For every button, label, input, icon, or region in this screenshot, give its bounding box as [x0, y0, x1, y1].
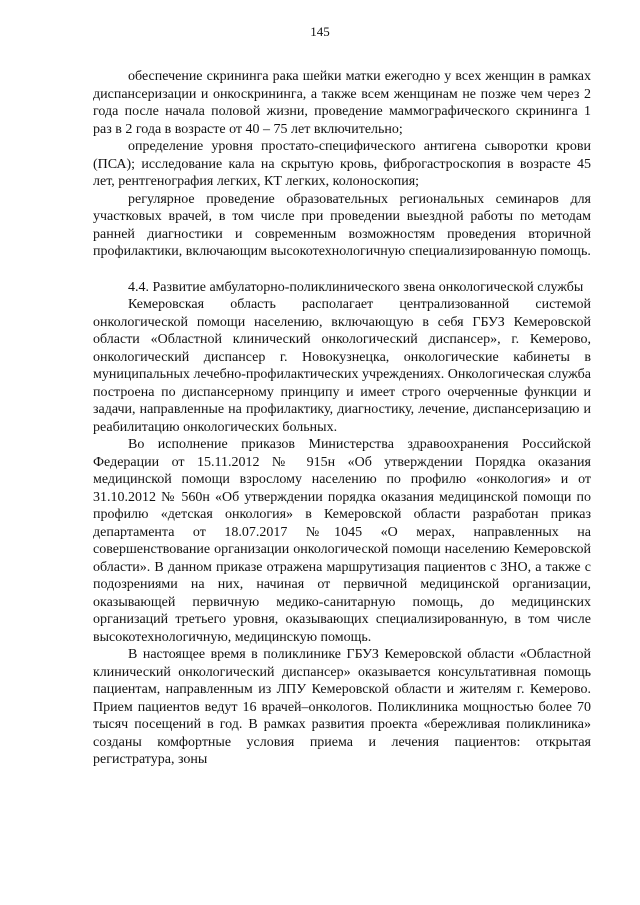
paragraph-ministry-orders: Во исполнение приказов Министерства здравоохранения Российской Федерации от 15.11.2012 № 915н «Об утверждении Порядка оказания медицинской помощи взрослому населению по профилю «онкология» и от 31.10.2012 № 560н «Об утверждении порядка оказания медицинской помощи по профилю «детская онкология» в Кемеровской области разработан приказ департамента от 18.07.2017 №1045 «О мерах, направленных на совершенствование организации онкологической помощи населению Кемеровской области». В данном приказе отражена маршрутизация пациентов с ЗНО, а также с подозрениями на них, начиная от первичной медицинской организации, оказывающей первичную медико-санитарную помощь, до медицинских организаций третьего уровня, оказывающих специализированную, в том числе высокотехнологичную, медицинскую помощь. [93, 437, 591, 645]
paragraph-psa-screening: определение уровня простато-специфического антигена сыворотки крови (ПСА); исследование кала на скрытую кровь, фиброгастроскопия в возрасте 45 лет, рентгенография легких, КТ легких, колоноскопия; [93, 139, 591, 189]
paragraph-regional-seminars: регулярное проведение образовательных региональных семинаров для участковых врачей, в том числе при проведении выездной работы по методам ранней диагностики и современным возможностям проведения вторичной профилактики, включающим высокотехнологичную специализированную помощь. [93, 191, 591, 259]
paragraph-oncology-system: Кемеровская область располагает централизованной системой онкологической помощи населению, включающую в себя ГБУЗ Кемеровской области «Областной клинический онкологический диспансер», г. Кемерово, онкологический диспансер г. Новокузнецка, онкологические кабинеты в муниципальных лечебно-профилактических учреждениях. Онкологическая служба построена по диспансерному принципу и имеет строго очерченные функции и задачи, направленные на профилактику, диагностику, лечение, диспансеризацию и реабилитацию онкологических больных. [93, 297, 591, 435]
paragraph-polyclinic: В настоящее время в поликлинике ГБУЗ Кемеровской области «Областной клинический онкологический диспансер» оказывается консультативная помощь пациентам, направленным из ЛПУ Кемеровской области и жителям г. Кемерово. Прием пациентов ведут 16 врачей–онкологов. Поликлиника мощностью более 70 тысяч посещений в год. В рамках развития проекта «бережливая поликлиника» созданы комфортные условия приема и лечения пациентов: открытая регистратура, зоны [93, 647, 591, 767]
paragraph-cervical-screening: обеспечение скрининга рака шейки матки ежегодно у всех женщин в рамках диспансеризации и онкоскрининга, а также всем женщинам не позже чем через 2 года после начала половой жизни, проведение маммографического скрининга 1 раз в 2 года в возрасте от 40 – 75 лет включительно; [93, 69, 591, 137]
document-body [93, 68, 591, 769]
page-number: 145 [310, 24, 330, 39]
section-heading-4-4: 4.4. Развитие амбулаторно-поликлинического звена онкологической службы [128, 279, 584, 295]
